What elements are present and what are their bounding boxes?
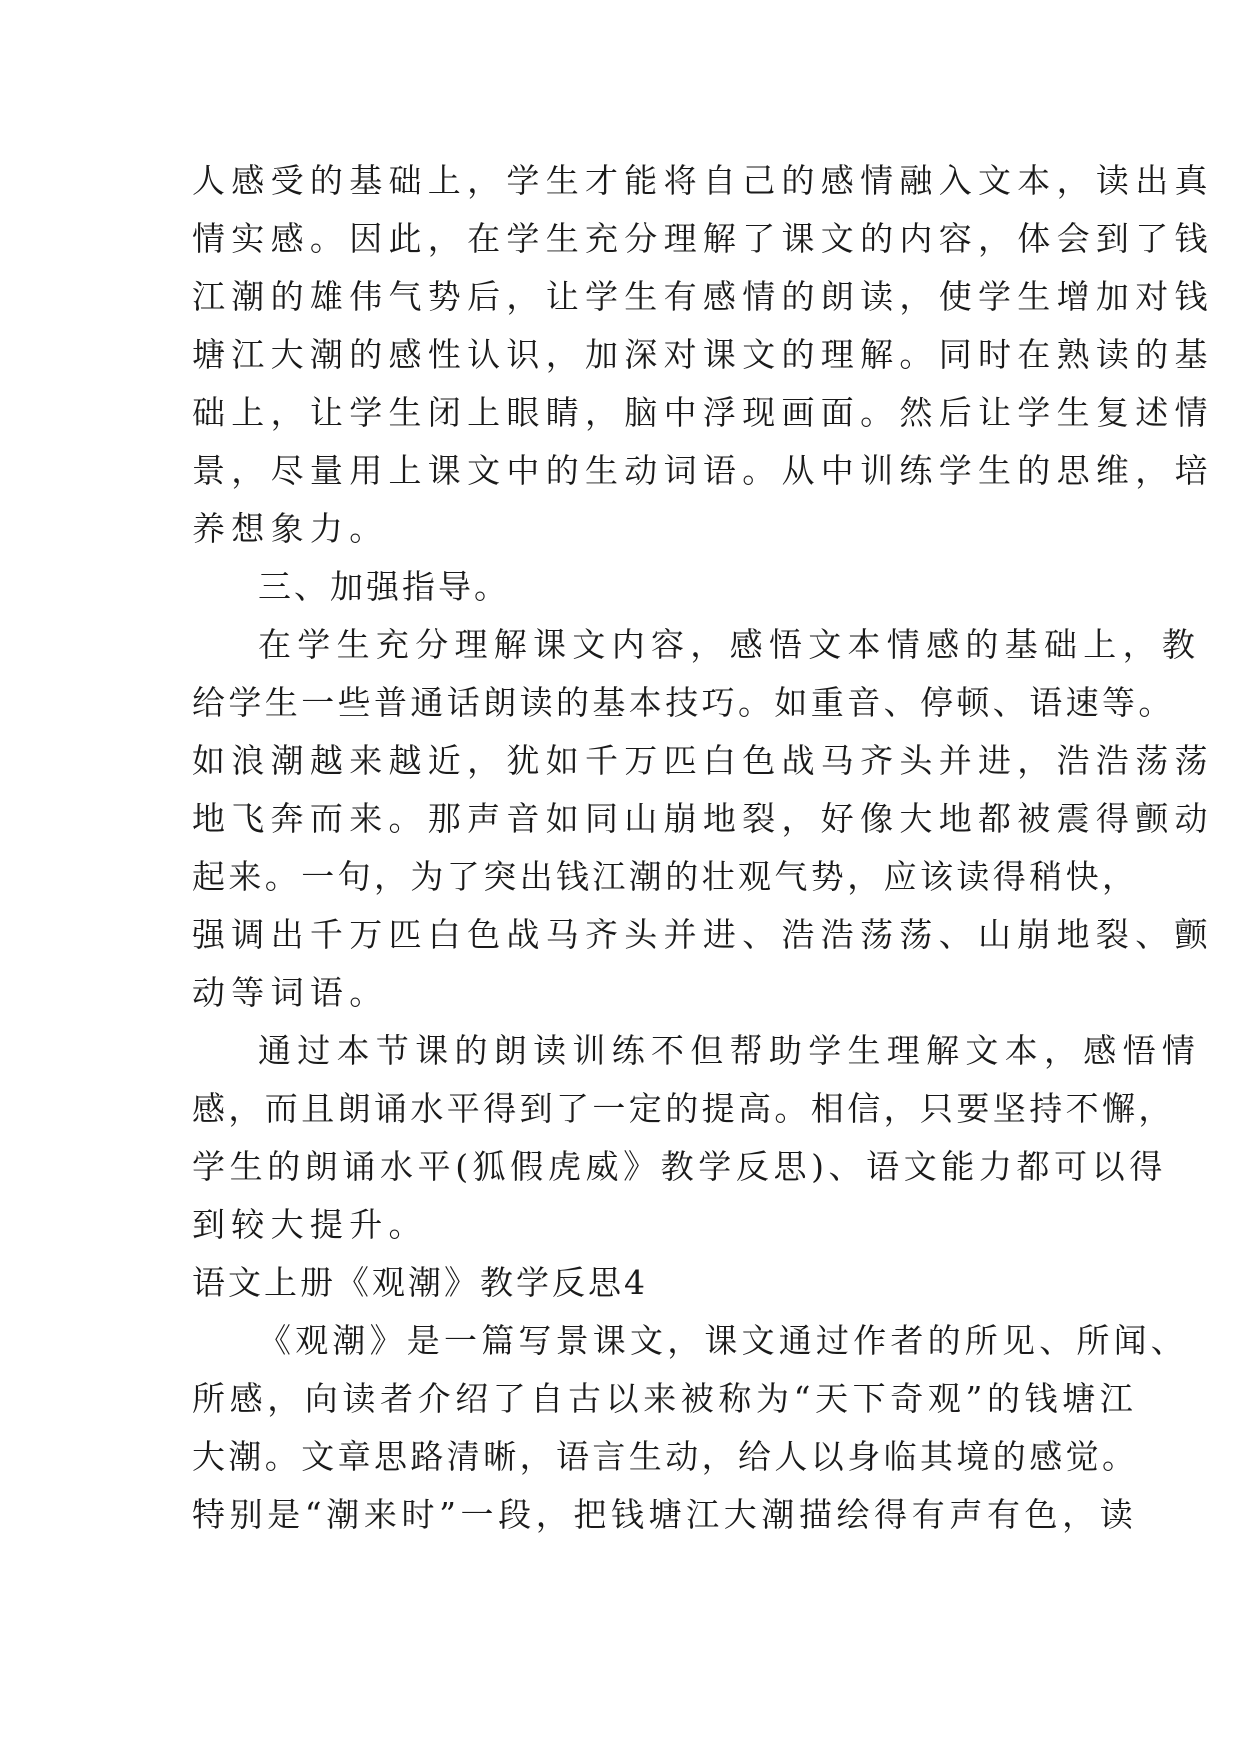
text-line: 给学生一些普通话朗读的基本技巧。如重音、停顿、语速等。 (192, 683, 1175, 722)
text-line: 础上，让学生闭上眼睛，脑中浮现画面。然后让学生复述情 (192, 393, 1214, 432)
text-line: 情实感。因此，在学生充分理解了课文的内容，体会到了钱 (192, 219, 1214, 258)
text-line: 江潮的雄伟气势后，让学生有感情的朗读，使学生增加对钱 (192, 277, 1214, 316)
text-line: 通过本节课的朗读训练不但帮助学生理解文本，感悟情 (258, 1031, 1202, 1070)
text-line: 大潮。文章思路清晰，语言生动，给人以身临其境的感觉。 (192, 1437, 1139, 1476)
text-line: 如浪潮越来越近，犹如千万匹白色战马齐头并进，浩浩荡荡 (192, 741, 1214, 780)
text-line: 塘江大潮的感性认识，加深对课文的理解。同时在熟读的基 (192, 335, 1214, 374)
paragraph-summary (192, 1022, 1202, 1254)
text-line: 景，尽量用上课文中的生动词语。从中训练学生的思维，培 (192, 451, 1214, 490)
text-line: 在学生充分理解课文内容，感悟文本情感的基础上，教 (258, 625, 1202, 664)
text-line: 所感，向读者介绍了自古以来被称为“天下奇观”的钱塘江 (192, 1379, 1138, 1418)
text-line: 到较大提升。 (192, 1205, 428, 1244)
text-line: 起来。一句，为了突出钱江潮的壮观气势，应该读得稍快， (192, 857, 1139, 896)
paragraph-reading-emotion (192, 152, 1214, 558)
text-line: 特别是“潮来时”一段，把钱塘江大潮描绘得有声有色，读 (192, 1495, 1138, 1534)
text-line: 感，而且朗诵水平得到了一定的提高。相信，只要坚持不懈， (192, 1089, 1175, 1128)
text-line: 学生的朗诵水平(狐假虎威》教学反思)、语文能力都可以得 (192, 1147, 1167, 1186)
text-line: 动等词语。 (192, 973, 389, 1012)
paragraph-reading-skills (192, 616, 1214, 1022)
text-line: 强调出千万匹白色战马齐头并进、浩浩荡荡、山崩地裂、颤 (192, 915, 1214, 954)
paragraph-guanchao-intro (192, 1312, 1188, 1544)
document-body (192, 152, 1214, 1544)
article-title: 语文上册《观潮》教学反思4 (192, 1263, 648, 1302)
text-line: 养想象力。 (192, 509, 389, 548)
text-line: 《观潮》是一篇写景课文，课文通过作者的所见、所闻、 (258, 1321, 1188, 1360)
text-line: 人感受的基础上，学生才能将自己的感情融入文本，读出真 (192, 161, 1214, 200)
section-heading: 三、加强指导。 (258, 567, 510, 606)
text-line: 地飞奔而来。那声音如同山崩地裂，好像大地都被震得颤动 (192, 799, 1214, 838)
